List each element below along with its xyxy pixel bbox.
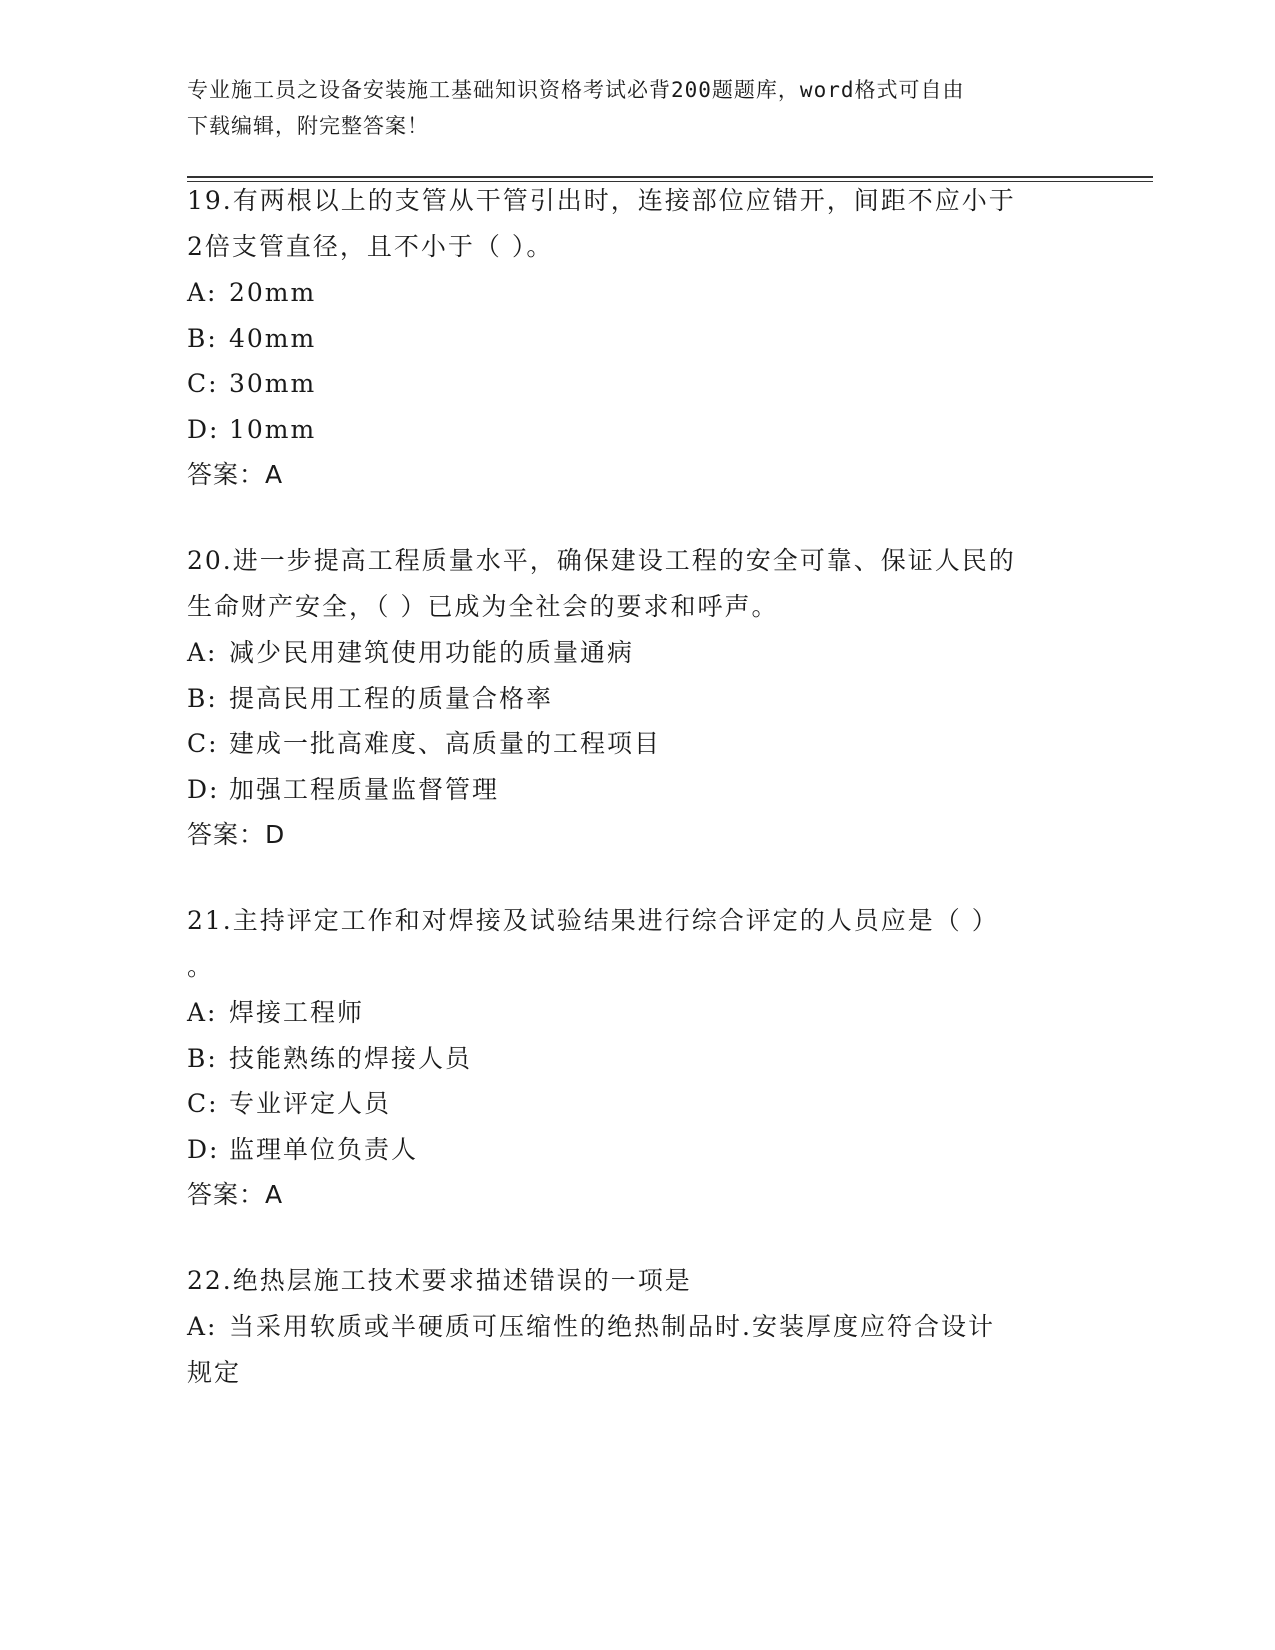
answer: 答案：D (187, 820, 286, 849)
option-text: 提高民用工程的质量合格率 (229, 683, 554, 713)
question-stem: 19.有两根以上的支管从干管引出时，连接部位应错开，间距不应小于 (187, 186, 1016, 215)
option-d (187, 767, 1087, 813)
option-b (187, 316, 1087, 362)
option-text: 专业评定人员 (229, 1089, 392, 1118)
answer: 答案：A (187, 1180, 284, 1209)
option-d (187, 1127, 1087, 1173)
option-label: A: (187, 638, 218, 667)
option-text: 30mm (229, 369, 317, 398)
question-20 (187, 538, 1087, 858)
answer: 答案：A (187, 460, 284, 489)
option-text: 监理单位负责人 (229, 1134, 419, 1164)
option-label: C: (187, 369, 219, 398)
option-label: B: (187, 323, 218, 353)
question-stem-continued: 2倍支管直径，且不小于（ ）。 (187, 232, 554, 261)
question-stem-continued: 生命财产安全，（ ）已成为全社会的要求和呼声。 (187, 592, 779, 621)
option-text: 技能熟练的焊接人员 (229, 1043, 473, 1073)
question-stem: 21.主持评定工作和对焊接及试验结果进行综合评定的人员应是（ ） (187, 906, 999, 935)
option-label: A: (187, 998, 218, 1027)
option-a (187, 990, 1087, 1036)
option-c (187, 361, 1087, 407)
header-line-1: 专业施工员之设备安装施工基础知识资格考试必背200题题库，word格式可自由 (187, 78, 965, 102)
option-label: C: (187, 1089, 219, 1118)
option-label: B: (187, 1043, 218, 1073)
option-a (187, 1304, 1087, 1350)
option-c (187, 721, 1087, 767)
option-label: B: (187, 683, 218, 713)
option-text: 当采用软质或半硬质可压缩性的绝热制品时.安装厚度应符合设计 (229, 1312, 995, 1341)
option-a-continued: 规定 (187, 1357, 242, 1387)
option-a (187, 270, 1087, 316)
question-stem: 20.进一步提高工程质量水平，确保建设工程的安全可靠、保证人民的 (187, 546, 1016, 575)
option-label: D: (187, 1134, 220, 1164)
option-a (187, 630, 1087, 676)
option-label: D: (187, 414, 220, 444)
option-b (187, 1036, 1087, 1082)
question-21 (187, 898, 1087, 1218)
option-text: 加强工程质量监督管理 (229, 774, 500, 804)
question-19 (187, 178, 1087, 498)
option-c (187, 1081, 1087, 1127)
option-label: A: (187, 1312, 218, 1341)
option-label: D: (187, 774, 220, 804)
option-text: 减少民用建筑使用功能的质量通病 (229, 638, 635, 667)
option-label: C: (187, 729, 219, 758)
option-text: 10mm (229, 414, 317, 444)
question-22 (187, 1258, 1087, 1395)
option-text: 40mm (229, 323, 317, 353)
option-text: 焊接工程师 (229, 998, 365, 1027)
question-stem-continued: 。 (187, 952, 215, 981)
header-line-2: 下载编辑，附完整答案！ (187, 114, 429, 138)
option-b (187, 676, 1087, 722)
document-header (187, 72, 1067, 144)
option-label: A: (187, 278, 218, 307)
option-text: 20mm (229, 278, 317, 307)
option-d (187, 407, 1087, 453)
question-stem: 22.绝热层施工技术要求描述错误的一项是 (187, 1266, 692, 1295)
option-text: 建成一批高难度、高质量的工程项目 (229, 729, 662, 758)
